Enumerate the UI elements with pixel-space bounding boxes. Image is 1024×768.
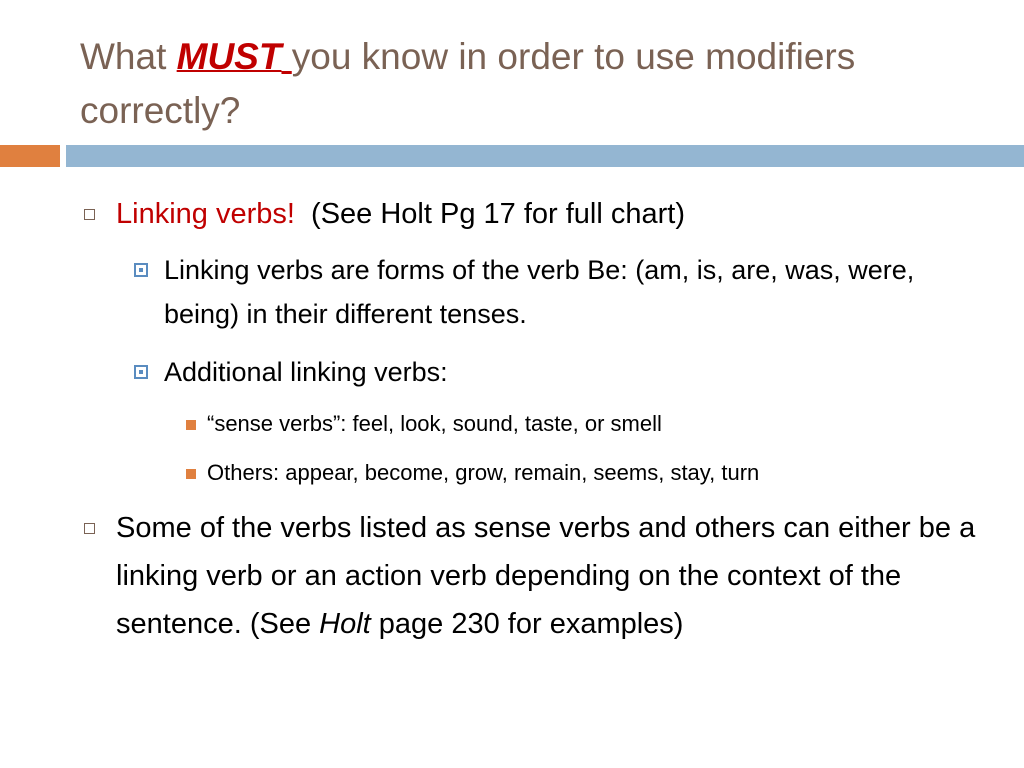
open-square-bullet-icon: [84, 209, 95, 220]
sub-bullet-forms-of-be: [0, 248, 1024, 340]
bullet-linking-verbs-ref: (See Holt Pg 17 for full chart): [294, 198, 685, 230]
filled-square-bullet-icon: [186, 469, 196, 479]
accent-bar-blue: [66, 145, 1024, 167]
filled-square-bullet-icon: [186, 420, 196, 430]
title-prefix: What: [80, 36, 177, 77]
bullet-context-italic: Holt: [319, 608, 371, 640]
square-bullet-icon: [134, 263, 148, 277]
bullet-linking-verbs: [0, 190, 1024, 238]
bullet-context-text: Some of the verbs listed as sense verbs and others can either be a linking verb or an action verb depending on the context of the sentence. (See: [116, 512, 976, 640]
sub-bullet-additional: [0, 350, 1024, 394]
bullet-linking-verbs-label: Linking verbs!: [116, 198, 295, 230]
sub-bullet-forms-of-be-text: Linking verbs are forms of the verb Be: (am, is, are, was, were, being) in their different tenses.: [164, 255, 915, 329]
title-emphasis-space: [281, 36, 291, 77]
slide-title: [80, 30, 1000, 138]
sub-sub-bullet-sense-verbs-text: “sense verbs”: feel, look, sound, taste, or smell: [207, 411, 662, 436]
sub-sub-bullet-others-text: Others: appear, become, grow, remain, seems, stay, turn: [207, 460, 760, 485]
bullet-context: [0, 504, 1024, 700]
sub-sub-bullet-sense-verbs: [0, 408, 1024, 440]
title-emphasis: MUST: [176, 36, 282, 77]
square-bullet-icon: [134, 365, 148, 379]
open-square-bullet-icon: [84, 523, 95, 534]
bullet-context-tail: page 230 for examples): [370, 608, 684, 640]
title-rest: you know in order to use modifiers correctly?: [80, 36, 856, 131]
sub-sub-bullet-others: [0, 457, 1024, 489]
sub-bullet-additional-text: Additional linking verbs:: [164, 357, 448, 387]
accent-bar-orange: [0, 145, 60, 167]
